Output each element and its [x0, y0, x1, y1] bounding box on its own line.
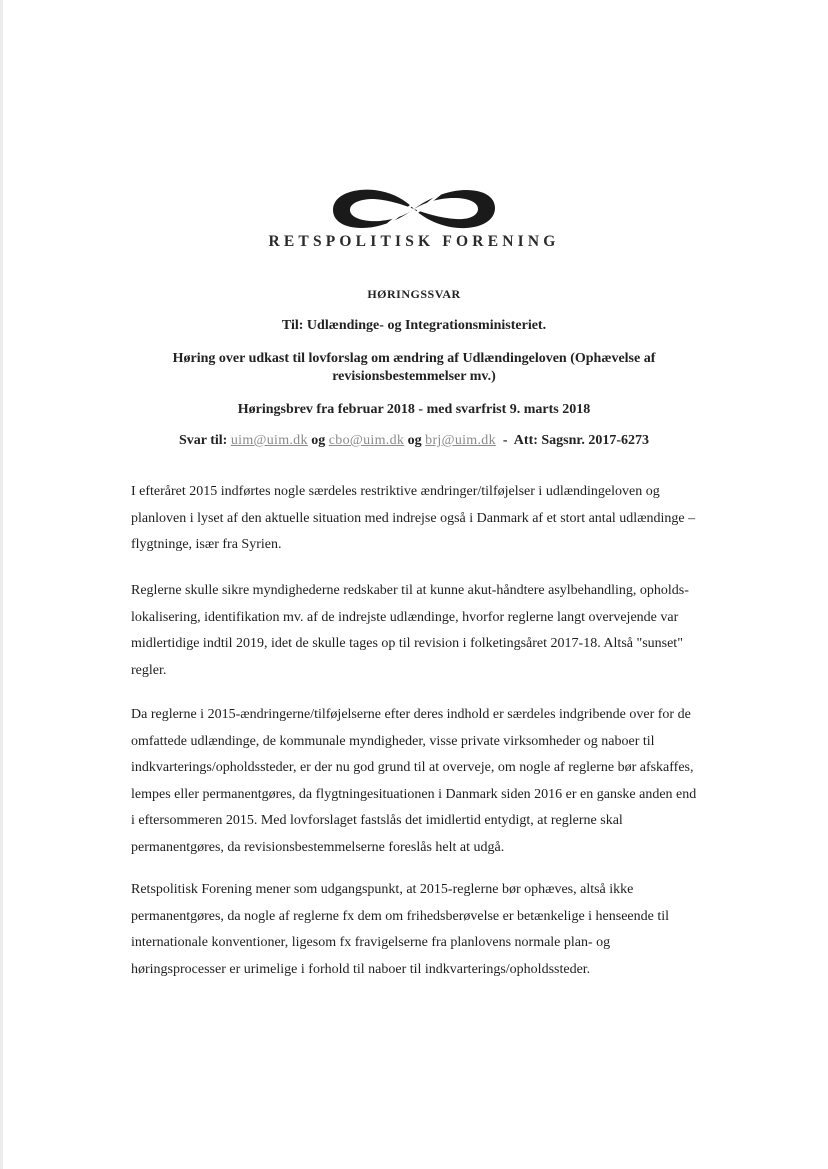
- email-link-uim[interactable]: uim@uim.dk: [230, 433, 308, 448]
- organization-name: RETSPOLITISK FORENING: [268, 233, 560, 250]
- deadline-line: Høringsbrev fra februar 2018 - med svarfrist 9. marts 2018: [237, 402, 591, 417]
- reply-prefix: Svar til:: [178, 433, 228, 448]
- document-type: HØRINGSSVAR: [367, 287, 461, 301]
- infinity-logo-icon: [330, 186, 498, 232]
- body-paragraph: Reglerne skulle sikre myndighederne redskaber til at kunne akut-håndtere asylbehandling, opholds-lokalisering, identifikation mv. af de indrejste udlændinge, hvorfor reglerne langt overvejende var midlertidige indtil 2019, idet de skulle tages op til revision i folketingsåret 2017-18. Altså "sunset" regler.: [131, 583, 689, 678]
- subject-line-2: revisionsbestemmelser mv.): [332, 369, 496, 384]
- email-link-brj[interactable]: brj@uim.dk: [425, 433, 496, 448]
- reply-line: [0, 433, 828, 449]
- recipient-line: Til: Udlændinge- og Integrationsministeriet.: [281, 318, 547, 333]
- email-link-cbo[interactable]: cbo@uim.dk: [328, 433, 405, 448]
- subject-heading: [150, 350, 678, 386]
- subject-line-1: Høring over udkast til lovforslag om ændring af Udlændingeloven (Ophævelse af: [172, 351, 656, 366]
- body-paragraph: I efteråret 2015 indførtes nogle særdeles restriktive ændringer/tilføjelser i udlændingeloven og planloven i lyset af den aktuelle situation med indrejse også i Danmark af et stort antal udlændinge – flygtninge, især fra Syrien.: [131, 484, 696, 552]
- reply-and-2: og: [407, 433, 422, 448]
- body-paragraph: Da reglerne i 2015-ændringerne/tilføjelserne efter deres indhold er særdeles indgribende over for de omfattede udlændinge, de kommunale myndigheder, visse private virksomheder og naboer til indkvarterings/opholdssteder, er der nu god grund til at overveje, om nogle af reglerne bør afskaffes, lempes eller permanentgøres, da flygtningesituationen i Danmark siden 2016 er en ganske anden end i eftersommeren 2015. Med lovforslaget fastslås det imidlertid entydigt, at reglerne skal permanentgøres, da revisionsbestemmelserne foreslås helt at udgå.: [131, 707, 697, 855]
- scan-edge-shadow: [0, 0, 3, 1169]
- reply-case-number: - Att: Sagsnr. 2017-6273: [499, 433, 650, 448]
- body-paragraph: Retspolitisk Forening mener som udgangspunkt, at 2015-reglerne bør ophæves, altså ikke permanentgøres, da nogle af reglerne fx dem om frihedsberøvelse er betænkelige i henseende til internationale konventioner, ligesom fx fravigelserne fra planlovens normale plan- og høringsprocesser er urimelige i forhold til naboer til indkvarterings/opholdssteder.: [131, 882, 670, 977]
- reply-and-1: og: [311, 433, 326, 448]
